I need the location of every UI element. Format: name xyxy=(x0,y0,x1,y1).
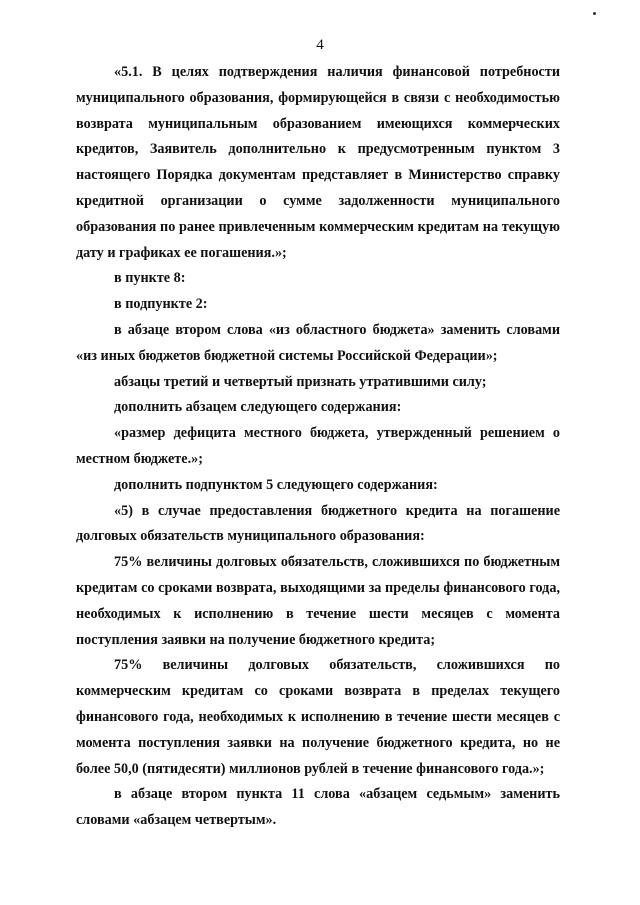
page-number: 4 xyxy=(316,37,324,53)
paragraph-deficit-size: «размер дефицита местного бюджета, утвержденный решением о местном бюджете.»; xyxy=(76,425,560,467)
paragraph-repeal-abzacs: абзацы третий и четвертый признать утратившими силу; xyxy=(114,373,487,390)
paragraph-point-8: в пункте 8: xyxy=(114,270,186,287)
scan-artifact-dot xyxy=(593,12,596,15)
paragraph-point-11: в абзаце втором пункта 11 слова «абзацем седьмым» заменить словами «абзацем четвертым». xyxy=(76,786,560,829)
paragraph-subpoint-2: в подпункте 2: xyxy=(114,296,208,313)
paragraph-amend-abzac-2: в абзаце втором слова «из областного бюджета» заменить словами «из иных бюджетов бюджетной системы Российской Федерации»; xyxy=(76,321,560,364)
paragraph-75-budget-credits: 75% величины долговых обязательств, сложившихся по бюджетным кредитам со сроками возврата, выходящими за пределы финансового года, необходимых к исполнению в течение шести месяцев с момента поступления заявки на получение бюджетного кредита; xyxy=(76,554,560,648)
document-body xyxy=(76,60,560,834)
paragraph-75-commercial-credits: 75% величины долговых обязательств, сложившихся по коммерческим кредитам со сроками возврата в пределах текущего финансового года, необходимых к исполнению в течение шести месяцев с момента поступления заявки на получение бюджетного кредита, но не более 50,0 (пятидесяти) миллионов рублей в течение финансового года.»; xyxy=(76,657,560,777)
paragraph-add-abzac: дополнить абзацем следующего содержания: xyxy=(114,399,402,416)
paragraph-clause-5-1: «5.1. В целях подтверждения наличия финансовой потребности муниципального образования, формирующейся в связи с необходимостью возврата муниципальным образованием имеющихся коммерческих кредитов, Заявитель дополнительно к предусмотренным пунктом 3 настоящего Порядка документам представляет в Министерство справку кредитной организации о сумме задолженности муниципального образования по ранее привлеченным коммерческим кредитам на текущую дату и графиках ее погашения.»; xyxy=(76,64,560,261)
paragraph-subpoint-5-text: «5) в случае предоставления бюджетного кредита на погашение долговых обязательств муниципального образования: xyxy=(76,502,560,545)
paragraph-add-subpoint-5: дополнить подпунктом 5 следующего содержания: xyxy=(114,476,438,493)
